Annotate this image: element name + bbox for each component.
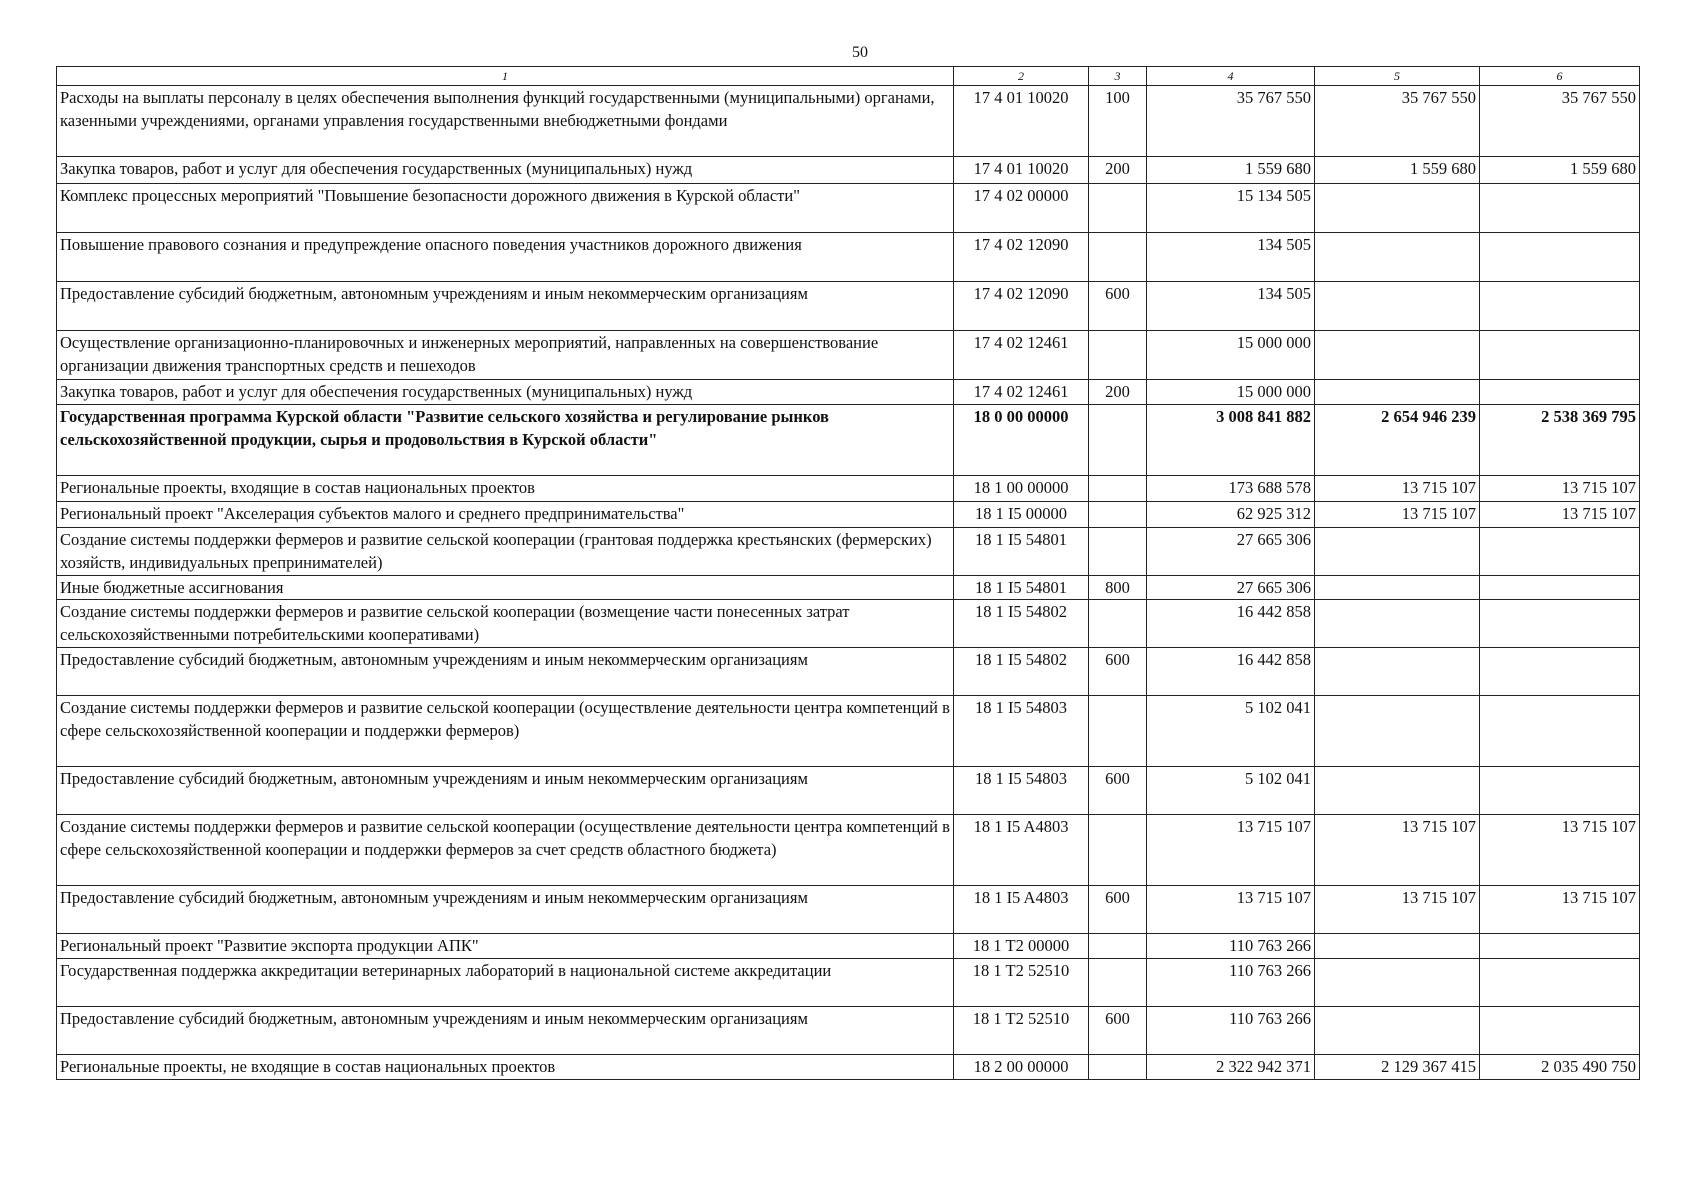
row-value-2026-cell bbox=[1480, 959, 1640, 1007]
row-value-2024-cell: 110 763 266 bbox=[1147, 934, 1315, 959]
table-row bbox=[57, 600, 1640, 648]
row-code-cell: 18 1 I5 A4803 bbox=[954, 886, 1089, 934]
row-vr-cell: 200 bbox=[1089, 380, 1147, 405]
row-value-2025-cell: 35 767 550 bbox=[1315, 86, 1480, 157]
row-code-cell: 18 2 00 00000 bbox=[954, 1055, 1089, 1080]
row-value-2026-cell bbox=[1480, 1007, 1640, 1055]
row-value-2026-cell bbox=[1480, 696, 1640, 767]
row-vr-cell bbox=[1089, 405, 1147, 476]
row-value-2024-cell: 15 000 000 bbox=[1147, 331, 1315, 380]
row-value-2024-cell: 16 442 858 bbox=[1147, 600, 1315, 648]
row-vr-cell bbox=[1089, 934, 1147, 959]
row-value-2026-cell: 13 715 107 bbox=[1480, 815, 1640, 886]
row-value-2026-cell: 13 715 107 bbox=[1480, 502, 1640, 528]
row-value-2025-cell bbox=[1315, 648, 1480, 696]
row-value-2025-cell bbox=[1315, 696, 1480, 767]
row-name-cell: Комплекс процессных мероприятий "Повышение безопасности дорожного движения в Курской области" bbox=[57, 184, 954, 233]
row-vr-cell bbox=[1089, 184, 1147, 233]
row-value-2026-cell: 2 538 369 795 bbox=[1480, 405, 1640, 476]
row-value-2026-cell bbox=[1480, 184, 1640, 233]
row-code-cell: 18 1 00 00000 bbox=[954, 476, 1089, 502]
row-name-cell: Предоставление субсидий бюджетным, автономным учреждениям и иным некоммерческим организациям bbox=[57, 648, 954, 696]
row-name-cell: Иные бюджетные ассигнования bbox=[57, 576, 954, 600]
row-name-cell: Государственная программа Курской области "Развитие сельского хозяйства и регулирование рынков сельскохозяйственной продукции, сырья и продовольствия в Курской области" bbox=[57, 405, 954, 476]
row-value-2026-cell bbox=[1480, 767, 1640, 815]
row-code-cell: 17 4 02 12090 bbox=[954, 282, 1089, 331]
row-vr-cell bbox=[1089, 502, 1147, 528]
row-vr-cell bbox=[1089, 696, 1147, 767]
row-value-2025-cell bbox=[1315, 934, 1480, 959]
row-value-2026-cell: 2 035 490 750 bbox=[1480, 1055, 1640, 1080]
row-value-2026-cell bbox=[1480, 233, 1640, 282]
row-vr-cell: 600 bbox=[1089, 886, 1147, 934]
row-name-cell: Региональный проект "Развитие экспорта продукции АПК" bbox=[57, 934, 954, 959]
row-value-2024-cell: 27 665 306 bbox=[1147, 528, 1315, 576]
row-code-cell: 17 4 02 00000 bbox=[954, 184, 1089, 233]
row-vr-cell bbox=[1089, 476, 1147, 502]
row-name-cell: Региональные проекты, входящие в состав национальных проектов bbox=[57, 476, 954, 502]
row-vr-cell: 100 bbox=[1089, 86, 1147, 157]
row-code-cell: 18 1 I5 54801 bbox=[954, 576, 1089, 600]
row-name-cell: Создание системы поддержки фермеров и развитие сельской кооперации (осуществление деятельности центра компетенций в сфере сельскохозяйственной кооперации и поддержки фермеров) bbox=[57, 696, 954, 767]
budget-table bbox=[56, 66, 1640, 1080]
row-value-2024-cell: 173 688 578 bbox=[1147, 476, 1315, 502]
row-value-2024-cell: 110 763 266 bbox=[1147, 959, 1315, 1007]
row-code-cell: 17 4 02 12461 bbox=[954, 331, 1089, 380]
row-value-2026-cell bbox=[1480, 600, 1640, 648]
row-name-cell: Государственная поддержка аккредитации ветеринарных лабораторий в национальной системе аккредитации bbox=[57, 959, 954, 1007]
row-code-cell: 18 1 T2 52510 bbox=[954, 1007, 1089, 1055]
row-value-2025-cell bbox=[1315, 959, 1480, 1007]
row-vr-cell: 600 bbox=[1089, 282, 1147, 331]
row-value-2024-cell: 5 102 041 bbox=[1147, 696, 1315, 767]
row-value-2026-cell bbox=[1480, 648, 1640, 696]
table-row bbox=[57, 282, 1640, 331]
table-row bbox=[57, 767, 1640, 815]
row-value-2025-cell: 13 715 107 bbox=[1315, 476, 1480, 502]
row-vr-cell: 600 bbox=[1089, 648, 1147, 696]
row-name-cell: Осуществление организационно-планировочных и инженерных мероприятий, направленных на совершенствование организации движения транспортных средств и пешеходов bbox=[57, 331, 954, 380]
header-row bbox=[57, 67, 1640, 86]
row-value-2024-cell: 13 715 107 bbox=[1147, 815, 1315, 886]
row-value-2025-cell bbox=[1315, 576, 1480, 600]
row-value-2025-cell: 13 715 107 bbox=[1315, 502, 1480, 528]
row-code-cell: 18 1 T2 00000 bbox=[954, 934, 1089, 959]
row-value-2026-cell: 13 715 107 bbox=[1480, 886, 1640, 934]
row-value-2024-cell: 15 000 000 bbox=[1147, 380, 1315, 405]
row-vr-cell: 600 bbox=[1089, 767, 1147, 815]
row-vr-cell bbox=[1089, 959, 1147, 1007]
row-name-cell: Предоставление субсидий бюджетным, автономным учреждениям и иным некоммерческим организациям bbox=[57, 282, 954, 331]
row-value-2025-cell: 13 715 107 bbox=[1315, 886, 1480, 934]
header-col-2: 2 bbox=[954, 67, 1089, 86]
row-code-cell: 18 1 I5 00000 bbox=[954, 502, 1089, 528]
row-value-2026-cell: 13 715 107 bbox=[1480, 476, 1640, 502]
row-value-2024-cell: 16 442 858 bbox=[1147, 648, 1315, 696]
row-value-2025-cell bbox=[1315, 1007, 1480, 1055]
row-value-2024-cell: 5 102 041 bbox=[1147, 767, 1315, 815]
row-code-cell: 17 4 01 10020 bbox=[954, 86, 1089, 157]
table-row bbox=[57, 476, 1640, 502]
row-value-2026-cell bbox=[1480, 934, 1640, 959]
row-vr-cell bbox=[1089, 233, 1147, 282]
row-value-2025-cell bbox=[1315, 233, 1480, 282]
header-col-3: 3 bbox=[1089, 67, 1147, 86]
row-code-cell: 18 1 I5 54802 bbox=[954, 600, 1089, 648]
row-value-2025-cell bbox=[1315, 528, 1480, 576]
table-row bbox=[57, 405, 1640, 476]
row-value-2024-cell: 110 763 266 bbox=[1147, 1007, 1315, 1055]
row-code-cell: 18 1 I5 54802 bbox=[954, 648, 1089, 696]
row-name-cell: Предоставление субсидий бюджетным, автономным учреждениям и иным некоммерческим организациям bbox=[57, 1007, 954, 1055]
row-value-2026-cell bbox=[1480, 331, 1640, 380]
table-row bbox=[57, 528, 1640, 576]
row-code-cell: 18 1 I5 54801 bbox=[954, 528, 1089, 576]
row-value-2026-cell bbox=[1480, 282, 1640, 331]
row-value-2025-cell bbox=[1315, 380, 1480, 405]
row-code-cell: 17 4 02 12461 bbox=[954, 380, 1089, 405]
table-row bbox=[57, 1007, 1640, 1055]
table-row bbox=[57, 934, 1640, 959]
row-vr-cell bbox=[1089, 815, 1147, 886]
row-value-2025-cell: 1 559 680 bbox=[1315, 157, 1480, 184]
row-name-cell: Создание системы поддержки фермеров и развитие сельской кооперации (грантовая поддержка крестьянских (фермерских) хозяйств, индивидуальных препринимателей) bbox=[57, 528, 954, 576]
table-row bbox=[57, 331, 1640, 380]
row-value-2026-cell: 35 767 550 bbox=[1480, 86, 1640, 157]
row-code-cell: 17 4 01 10020 bbox=[954, 157, 1089, 184]
row-vr-cell bbox=[1089, 600, 1147, 648]
table-row bbox=[57, 696, 1640, 767]
table-body bbox=[57, 86, 1640, 1080]
row-vr-cell bbox=[1089, 528, 1147, 576]
row-name-cell: Региональный проект "Акселерация субъектов малого и среднего предпринимательства" bbox=[57, 502, 954, 528]
row-value-2026-cell bbox=[1480, 380, 1640, 405]
row-value-2024-cell: 62 925 312 bbox=[1147, 502, 1315, 528]
row-value-2024-cell: 35 767 550 bbox=[1147, 86, 1315, 157]
row-code-cell: 18 1 T2 52510 bbox=[954, 959, 1089, 1007]
row-value-2024-cell: 15 134 505 bbox=[1147, 184, 1315, 233]
row-vr-cell bbox=[1089, 1055, 1147, 1080]
row-name-cell: Закупка товаров, работ и услуг для обеспечения государственных (муниципальных) нужд bbox=[57, 157, 954, 184]
row-name-cell: Предоставление субсидий бюджетным, автономным учреждениям и иным некоммерческим организациям bbox=[57, 767, 954, 815]
row-value-2024-cell: 1 559 680 bbox=[1147, 157, 1315, 184]
row-name-cell: Закупка товаров, работ и услуг для обеспечения государственных (муниципальных) нужд bbox=[57, 380, 954, 405]
row-value-2024-cell: 27 665 306 bbox=[1147, 576, 1315, 600]
table-row bbox=[57, 233, 1640, 282]
row-name-cell: Создание системы поддержки фермеров и развитие сельской кооперации (осуществление деятельности центра компетенций в сфере сельскохозяйственной кооперации и поддержки фермеров за счет средств областного бюджета) bbox=[57, 815, 954, 886]
row-vr-cell bbox=[1089, 331, 1147, 380]
row-code-cell: 18 0 00 00000 bbox=[954, 405, 1089, 476]
row-value-2025-cell bbox=[1315, 600, 1480, 648]
table-row bbox=[57, 648, 1640, 696]
row-name-cell: Расходы на выплаты персоналу в целях обеспечения выполнения функций государственными (муниципальными) органами, казенными учреждениями, органами управления государственными внебюджетными фондами bbox=[57, 86, 954, 157]
table-row bbox=[57, 184, 1640, 233]
row-value-2025-cell bbox=[1315, 282, 1480, 331]
row-code-cell: 17 4 02 12090 bbox=[954, 233, 1089, 282]
header-col-4: 4 bbox=[1147, 67, 1315, 86]
row-code-cell: 18 1 I5 A4803 bbox=[954, 815, 1089, 886]
row-value-2025-cell: 2 654 946 239 bbox=[1315, 405, 1480, 476]
table-row bbox=[57, 815, 1640, 886]
row-value-2026-cell bbox=[1480, 528, 1640, 576]
page-number: 50 bbox=[852, 44, 868, 61]
row-value-2025-cell bbox=[1315, 767, 1480, 815]
row-value-2024-cell: 134 505 bbox=[1147, 233, 1315, 282]
row-name-cell: Предоставление субсидий бюджетным, автономным учреждениям и иным некоммерческим организациям bbox=[57, 886, 954, 934]
row-value-2025-cell: 13 715 107 bbox=[1315, 815, 1480, 886]
row-code-cell: 18 1 I5 54803 bbox=[954, 767, 1089, 815]
header-col-5: 5 bbox=[1315, 67, 1480, 86]
row-value-2025-cell bbox=[1315, 184, 1480, 233]
row-value-2024-cell: 13 715 107 bbox=[1147, 886, 1315, 934]
row-name-cell: Повышение правового сознания и предупреждение опасного поведения участников дорожного движения bbox=[57, 233, 954, 282]
row-name-cell: Региональные проекты, не входящие в состав национальных проектов bbox=[57, 1055, 954, 1080]
row-value-2024-cell: 134 505 bbox=[1147, 282, 1315, 331]
table-row bbox=[57, 157, 1640, 184]
row-value-2025-cell bbox=[1315, 331, 1480, 380]
table-row bbox=[57, 576, 1640, 600]
row-code-cell: 18 1 I5 54803 bbox=[954, 696, 1089, 767]
row-vr-cell: 800 bbox=[1089, 576, 1147, 600]
header-col-1: 1 bbox=[57, 67, 954, 86]
row-value-2024-cell: 2 322 942 371 bbox=[1147, 1055, 1315, 1080]
row-value-2024-cell: 3 008 841 882 bbox=[1147, 405, 1315, 476]
row-value-2026-cell: 1 559 680 bbox=[1480, 157, 1640, 184]
row-value-2025-cell: 2 129 367 415 bbox=[1315, 1055, 1480, 1080]
row-name-cell: Создание системы поддержки фермеров и развитие сельской кооперации (возмещение части понесенных затрат сельскохозяйственными потребительскими кооперативами) bbox=[57, 600, 954, 648]
table-row bbox=[57, 502, 1640, 528]
table-row bbox=[57, 886, 1640, 934]
row-value-2026-cell bbox=[1480, 576, 1640, 600]
table-row bbox=[57, 380, 1640, 405]
row-vr-cell: 600 bbox=[1089, 1007, 1147, 1055]
table-row bbox=[57, 959, 1640, 1007]
table-row bbox=[57, 1055, 1640, 1080]
header-col-6: 6 bbox=[1480, 67, 1640, 86]
table-row bbox=[57, 86, 1640, 157]
row-vr-cell: 200 bbox=[1089, 157, 1147, 184]
